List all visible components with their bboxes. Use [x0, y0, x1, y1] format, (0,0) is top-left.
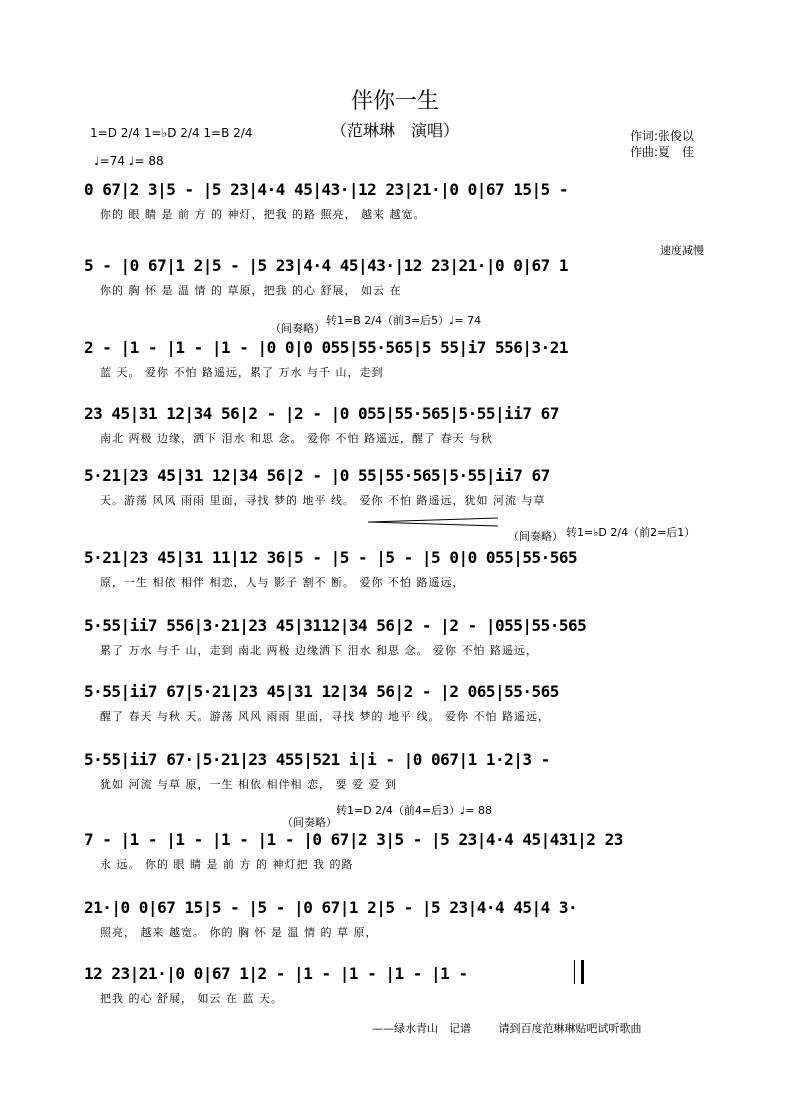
score-line-1: [84, 180, 734, 238]
lyricist: 作词:张俊以: [630, 129, 695, 143]
lyric-line: 南北 两极 边缘，洒下 泪水 和思 念。 爱你 不怕 路遥远，醒了 春天 与秋: [100, 432, 493, 445]
modulation-mark-2: 转1=♭D 2/4（前2=后1）: [566, 526, 696, 539]
lyric-line: 你的 眼 睛 是 前 方 的 神灯，把我 的路 照亮， 越来 越宽。: [100, 208, 426, 221]
note-line: 23 45|31 12|34 56|2 - |2 - |0 055|55·565|5·55|ii7 67: [84, 404, 559, 423]
note-line: 0 67|2 3|5 - |5 23|4·4 45|43·|12 23|21·|0 0|67 15|5 -: [84, 180, 569, 199]
lyric-line: 把我 的心 舒展， 如云 在 蓝 天。: [100, 992, 283, 1005]
credits: [630, 128, 694, 160]
note-line: 5·55|ii7 67·|5·21|23 455|521 i|i - |0 067|1 1·2|3 -: [84, 750, 550, 769]
lyric-line: 蓝 天。 爱你 不怕 路遥远，累了 万水 与千 山，走到: [100, 366, 384, 379]
final-barline: [574, 960, 584, 984]
score-line-5: [84, 466, 734, 524]
score-line-4: [84, 404, 734, 462]
note-line: 2 - |1 - |1 - |1 - |0 0|0 055|55·565|5 55|i7 556|3·21: [84, 338, 569, 357]
lyric-line: 照亮， 越来 越宽。 你的 胸 怀 是 温 情 的 草 原，: [100, 926, 378, 939]
note-line: 5·21|23 45|31 12|34 56|2 - |0 55|55·565|5·55|ii7 67: [84, 466, 550, 485]
song-subtitle: （范琳琳 演唱）: [330, 121, 459, 140]
score-line-6: [84, 548, 734, 606]
note-line: 21·|0 0|67 15|5 - |5 - |0 67|1 2|5 - |5 23|4·4 45|4 3·: [84, 898, 578, 917]
modulation-mark-1: 转1=B 2/4（前3=后5）♩= 74: [326, 314, 482, 327]
lyric-line: 犹如 河流 与草 原，一生 相依 相伴相 恋， 要 爱 爱 到: [100, 778, 397, 791]
note-line: 5·55|ii7 556|3·21|23 45|3112|34 56|2 - |2 - |055|55·565: [84, 616, 587, 635]
score-line-12: [84, 964, 734, 1022]
note-line: 5·21|23 45|31 11|12 36|5 - |5 - |5 - |5 0|0 055|55·565: [84, 548, 578, 567]
key-signature: 1=D 2/4 1=♭D 2/4 1=B 2/4: [90, 126, 253, 140]
listen-note: 请到百度范琳琳贴吧试听歌曲: [498, 1022, 642, 1035]
lyric-line: 累了 万水 与千 山，走到 南北 两极 边缘洒下 泪水 和思 念。 爱你 不怕 路遥远，: [100, 644, 538, 657]
song-title: 伴你一生: [350, 89, 439, 114]
lyric-line: 醒了 春天 与秋 天。游荡 风风 雨雨 里面，寻找 梦的 地平 线。 爱你 不怕 路遥远，: [100, 710, 550, 723]
interlude-mark-1: （间奏略）: [270, 322, 325, 335]
ritard-mark: 速度减慢: [660, 244, 704, 257]
lyric-line: 你的 胸 怀 是 温 情 的 草原，把我 的心 舒展， 如云 在: [100, 284, 402, 297]
note-line: 7 - |1 - |1 - |1 - |1 - |0 67|2 3|5 - |5 23|4·4 45|431|2 23: [84, 830, 623, 849]
tempo-marking: ♩=74 ♩= 88: [94, 154, 164, 168]
composer: 作曲:夏 佳: [630, 145, 695, 159]
interlude-mark-2: （间奏略）: [508, 530, 563, 543]
lyric-line: 永 远。 你的 眼 睛 是 前 方 的 神灯把 我 的路: [100, 858, 354, 871]
note-line: 12 23|21·|0 0|67 1|2 - |1 - |1 - |1 - |1 -: [84, 964, 468, 983]
score-line-2: [84, 256, 734, 314]
transcriber-credit: ——绿水青山 记谱: [372, 1022, 471, 1035]
score-line-10: [84, 830, 734, 888]
score-line-9: [84, 750, 734, 808]
note-line: 5 - |0 67|1 2|5 - |5 23|4·4 45|43·|12 23|21·|0 0|67 1: [84, 256, 569, 275]
lyric-line: 原，一生 相依 相伴 相恋，人与 影子 割不 断。 爱你 不怕 路遥远，: [100, 576, 465, 589]
score-line-7: [84, 616, 734, 674]
score-line-11: [84, 898, 734, 956]
lyric-line: 天。游荡 风风 雨雨 里面，寻找 梦的 地平 线。 爱你 不怕 路遥远，犹如 河流 与草: [100, 494, 546, 507]
interlude-mark-3: （间奏略）: [282, 816, 337, 829]
modulation-mark-3: 转1=D 2/4（前4=后3）♩= 88: [336, 804, 492, 817]
note-line: 5·55|ii7 67|5·21|23 45|31 12|34 56|2 - |2 065|55·565: [84, 682, 559, 701]
score-line-8: [84, 682, 734, 740]
footer: [372, 1020, 666, 1036]
score-line-3: [84, 338, 734, 396]
